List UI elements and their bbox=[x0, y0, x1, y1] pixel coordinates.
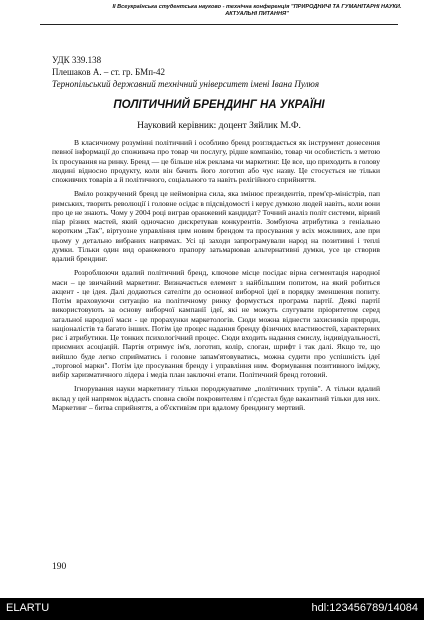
viewer-footer-bar bbox=[0, 598, 424, 620]
repository-name: ELARTU bbox=[6, 602, 50, 614]
scientific-advisor: Науковий керівник: доцент Зяйлик М.Ф. bbox=[137, 121, 301, 131]
author-line: Плешаков А. – ст. гр. БМп-42 bbox=[52, 67, 166, 77]
handle-id[interactable]: hdl:123456789/14084 bbox=[311, 602, 418, 614]
paragraph: В класичному розумінні політичний і особливо бренд розглядається як інструмент донесення певної інформації до споживача про товар чи послугу, рідше компанію, товар чи особистість з метою їх просування на ринку. Бренд — це більше ніж реклама чи маркетинг. Це все, що приходить в голову людині відносно продукту, коли він бачить його логотип або чує назву. Це стосується не тільки споживчих товарів а й політичного, соціального та навіть релігійного сприйняття. bbox=[52, 138, 380, 184]
page-number: 190 bbox=[52, 562, 67, 572]
paragraph: Розроблюючи вдалий політичний бренд, ключове місце посідає вірна сегментація народної маси – це звичайний маркетинг. Визначається елемент з найбільшим попитом, на який робиться акцент - це ідея. Далі додаються сателіти до основної виборчої ідеї в порядку зменшення попиту. Потім враховуючи ситуацію на політичному ринку формується програма партії. Деякі партії використовують за основу виборчої кампанії ідеї, які не можуть слугувати пріоритетом серед загальної народної маси - це прорахунки маркетологів. Сюди можна віднести захисників природи, націоналістів та багато інших. Потім іде процес надання бренду фізичних властивостей, характерних рис і атрибутики. Це тонких психологічний процес. Сюди входить надання смислу, індивідуальності, приємних асоціацій. Партія отримує ім'я, логотип, колір, слоган, шрифт і так далі. Якщо те, що вийшло буде легко сприйматись і головне запам'ятовуватись, можна судити про успішність ідеї „торгової марки". Потім іде просування бренду і управління ним. Формування позитивного іміджу, вибір харизматичного лідера і медіа план заключні етапи. Політичний бренд готовий. bbox=[52, 268, 380, 379]
paragraph: Ігнорування науки маркетингу тільки породжуватиме „політичних трупів". А тільки вдалий вклад у цей напрямок віддасть сповна своїм покровителям і п'єдестал буде вакантний тільки для них. Маркетинг – битва сприйняття, а об'єктивізм при вдалому брендингу мертвий. bbox=[52, 384, 380, 412]
conference-header: ІІ Всеукраїнська студентська науково - технічна конференція "ПРИРОДНИЧІ ТА ГУМАНІТАРНІ НАУКИ. АКТУАЛЬНІ ПИТАННЯ" bbox=[112, 4, 402, 17]
affiliation: Тернопільський державний технічний університет імені Івана Пулюя bbox=[52, 79, 320, 89]
header-rule bbox=[40, 24, 398, 25]
paper-title: ПОЛІТИЧНИЙ БРЕНДИНГ НА УКРАЇНІ bbox=[113, 99, 325, 111]
udk-code: УДК 339.138 bbox=[52, 55, 102, 65]
paragraph: Вміло розкручений бренд це неймовірна сила, яка змінює президентів, прем'єр-міністрів, пап римських, творить революції і головне осідає в підсвідомості і керує думкою людей навіть, коли вони про це не знають. Чому у 2004 році виграв оранжевий кандидат? Точний аналіз політ системи, вірний пiар різних мастей, який одночасно дискретував конкурентів. Зомбуюча атрибутика з геніально коротким „Так", віртуозне управління цим новим брендом та просування у всіх можливих, але при цьому у детально вибраних напрямах. Усі ці заходи запрограмували народ на позитивні і теплі думки. Тільки один вид оранжевого прапору затьмарював альтернативні думки, усе це створив вдалий брендинг. bbox=[52, 189, 380, 263]
paper-body bbox=[52, 138, 380, 417]
